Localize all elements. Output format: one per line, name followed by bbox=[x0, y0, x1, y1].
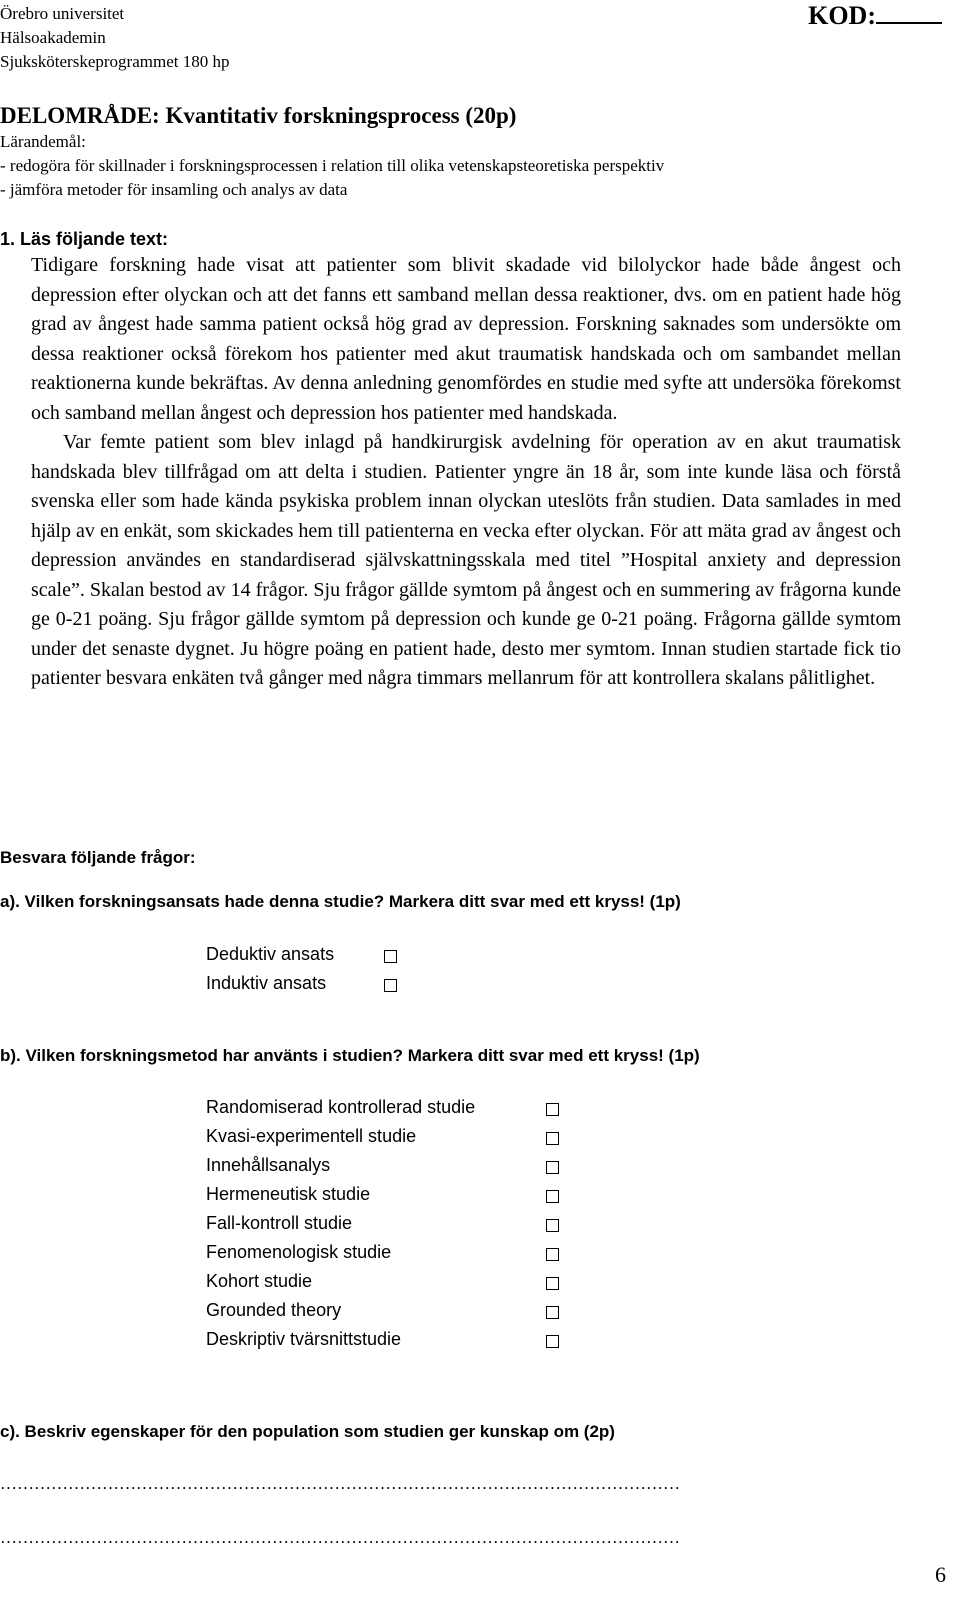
kod-field bbox=[808, 0, 942, 31]
goal-item: - redogöra för skillnader i forskningsprocessen i relation till olika vetenskapsteoretiska perspektiv bbox=[0, 156, 665, 175]
question-c: c). Beskriv egenskaper för den population som studien ger kunskap om (2p) bbox=[0, 1422, 615, 1441]
answer-line[interactable]: ………………………………………………………………………………………………………… bbox=[0, 1474, 680, 1493]
area-title: DELOMRÅDE: Kvantitativ forskningsprocess (20p) bbox=[0, 103, 517, 128]
program-name: Sjuksköterskeprogrammet 180 hp bbox=[0, 52, 230, 71]
goal-item: - jämföra metoder för insamling och analys av data bbox=[0, 180, 348, 199]
option-label: Kohort studie bbox=[206, 1271, 313, 1291]
answer-section-heading: Besvara följande frågor: bbox=[0, 848, 196, 867]
question-b: b). Vilken forskningsmetod har använts i studien? Markera ditt svar med ett kryss! (1p) bbox=[0, 1046, 700, 1065]
page-number: 6 bbox=[935, 1562, 946, 1587]
option-hermeneutic[interactable] bbox=[206, 1180, 566, 1209]
option-cohort[interactable] bbox=[206, 1267, 566, 1296]
checkbox-icon[interactable] bbox=[546, 1219, 559, 1232]
question-1-heading: 1. Läs följande text: bbox=[0, 229, 169, 249]
answer-line[interactable]: ………………………………………………………………………………………………………… bbox=[0, 1528, 680, 1547]
checkbox-icon[interactable] bbox=[546, 1335, 559, 1348]
checkbox-icon[interactable] bbox=[546, 1190, 559, 1203]
checkbox-icon[interactable] bbox=[546, 1248, 559, 1261]
option-label: Deduktiv ansats bbox=[206, 944, 335, 964]
checkbox-icon[interactable] bbox=[546, 1306, 559, 1319]
checkbox-icon[interactable] bbox=[546, 1161, 559, 1174]
checkbox-icon[interactable] bbox=[546, 1103, 559, 1116]
option-phenomenological[interactable] bbox=[206, 1238, 566, 1267]
checkbox-icon[interactable] bbox=[546, 1132, 559, 1145]
checkbox-icon[interactable] bbox=[384, 950, 397, 963]
option-label: Fall-kontroll studie bbox=[206, 1213, 353, 1233]
option-label: Induktiv ansats bbox=[206, 973, 327, 993]
option-label: Innehållsanalys bbox=[206, 1155, 331, 1175]
option-deductive[interactable] bbox=[206, 940, 406, 969]
option-case-control[interactable] bbox=[206, 1209, 566, 1238]
option-label: Fenomenologisk studie bbox=[206, 1242, 392, 1262]
option-inductive[interactable] bbox=[206, 969, 406, 998]
university-name: Örebro universitet bbox=[0, 4, 125, 23]
option-label: Grounded theory bbox=[206, 1300, 342, 1320]
checkbox-icon[interactable] bbox=[546, 1277, 559, 1290]
option-label: Kvasi-experimentell studie bbox=[206, 1126, 417, 1146]
question-a: a). Vilken forskningsansats hade denna studie? Markera ditt svar med ett kryss! (1p) bbox=[0, 892, 681, 911]
option-cross-sectional[interactable] bbox=[206, 1325, 566, 1354]
option-content-analysis[interactable] bbox=[206, 1151, 566, 1180]
question-1-text bbox=[31, 251, 901, 694]
option-quasi-experimental[interactable] bbox=[206, 1122, 566, 1151]
option-label: Randomiserad kontrollerad studie bbox=[206, 1097, 476, 1117]
option-label: Hermeneutisk studie bbox=[206, 1184, 371, 1204]
paragraph: Var femte patient som blev inlagd på handkirurgisk avdelning för operation av en akut traumatisk handskada blev tillfrågad om att delta i studien. Patienter yngre än 18 år, som inte kunde läsa och förstå svenska eller som hade kända psykiska problem innan olyckan uteslöts från studien. Data samlades in med hjälp av en enkät, som skickades hem till patienterna en vecka efter olyckan. För att mäta grad av ångest och depression användes en standardiserad självskattningsskala med titel ”Hospital anxiety and depression scale”. Skalan bestod av 14 frågor. Sju frågor gällde symtom på ångest och en summering av frågorna kunde ge 0-21 poäng. Sju frågor gällde symtom på depression och kunde ge 0-21 poäng. Frågorna gällde symtom under det senaste dygnet. Ju högre poäng en patient hade, desto mer symtom. Innan studien startade fick tio patienter besvara enkäten två gånger med några timmars mellanrum för att kontrollera skalans pålitlighet. bbox=[31, 431, 901, 689]
checkbox-icon[interactable] bbox=[384, 979, 397, 992]
paragraph: Tidigare forskning hade visat att patienter som blivit skadade vid bilolyckor hade både ångest och depression efter olyckan och att det fanns ett samband mellan dessa reaktioner, dvs. om en patient hade hög grad av ångest hade samma patient också hög grad av depression. Forskning saknades som undersökte om dessa reaktioner också förekom hos patienter med akut traumatisk handskada och om sambandet mellan reaktionerna kunde bekräftas. Av denna anledning genomfördes en studie med syfte att undersöka förekomst och samband mellan ångest och depression hos patienter med handskada. bbox=[31, 254, 901, 424]
question-b-options bbox=[206, 1093, 566, 1354]
option-rct[interactable] bbox=[206, 1093, 566, 1122]
academy-name: Hälsoakademin bbox=[0, 28, 106, 47]
goals-label: Lärandemål: bbox=[0, 132, 86, 151]
kod-label: KOD: bbox=[808, 1, 876, 30]
option-label: Deskriptiv tvärsnittstudie bbox=[206, 1329, 402, 1349]
option-grounded-theory[interactable] bbox=[206, 1296, 566, 1325]
kod-blank-line[interactable] bbox=[876, 0, 942, 24]
question-a-options bbox=[206, 940, 406, 998]
